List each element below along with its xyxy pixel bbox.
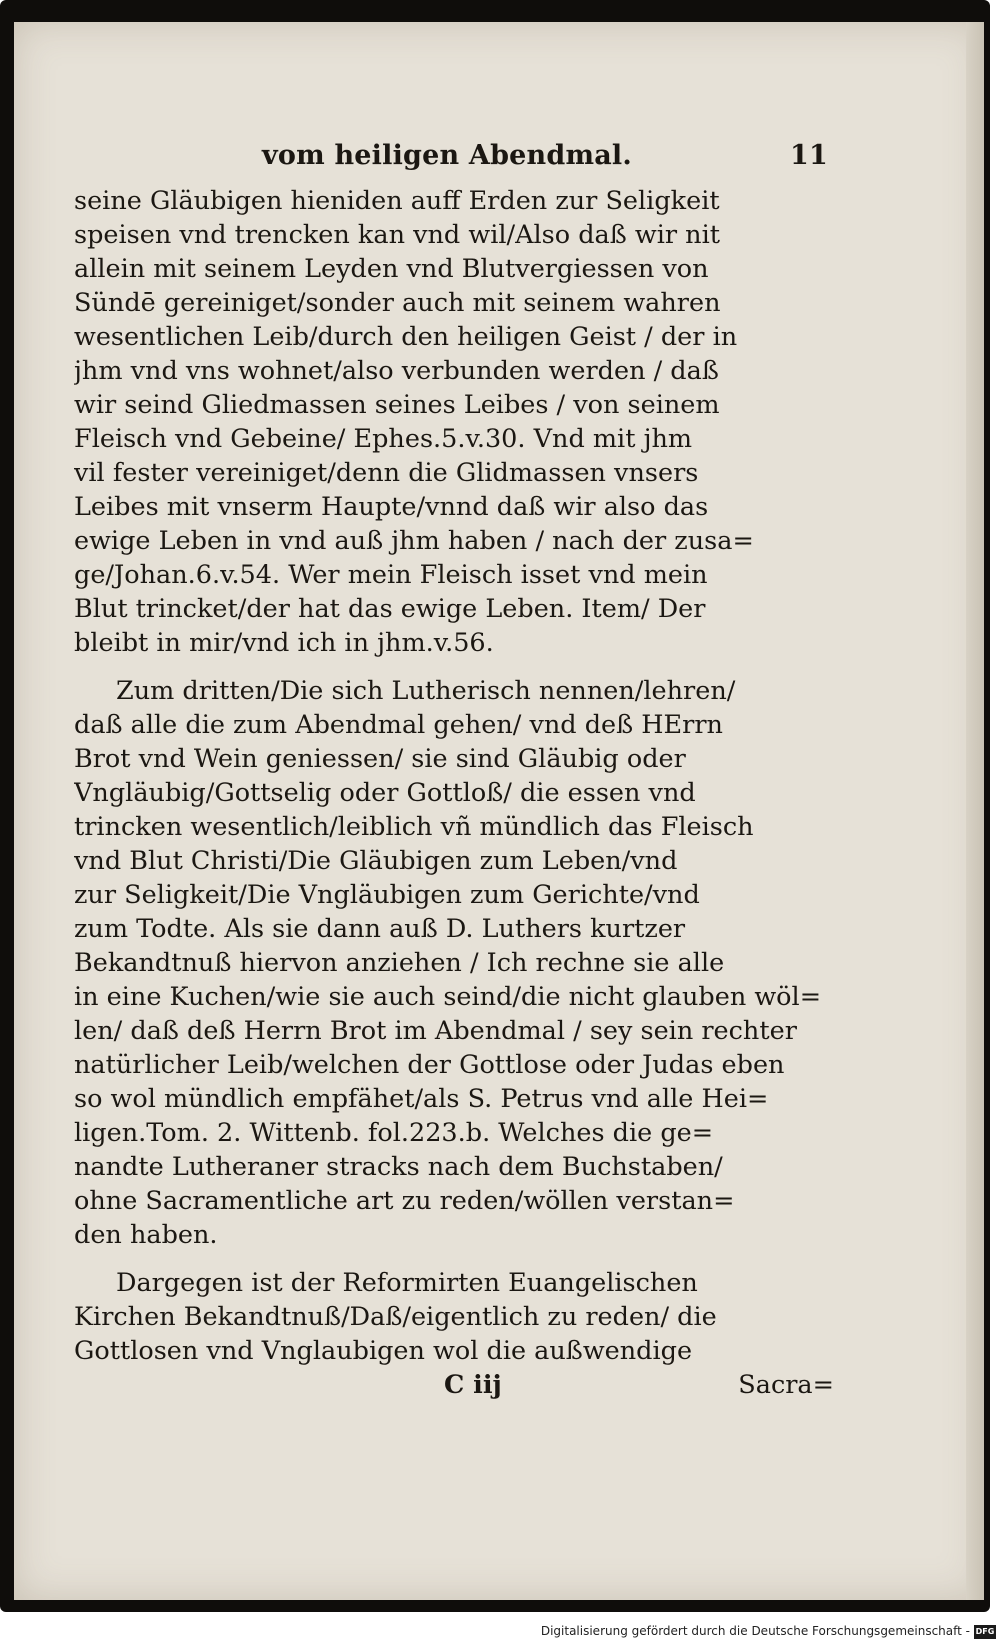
text-line: Vngläubig/Gottselig oder Gottloß/ die essen vnd	[74, 778, 696, 808]
text-line: jhm vnd vns wohnet/also verbunden werden / daß	[74, 356, 719, 386]
text-line: allein mit seinem Leyden vnd Blutvergiessen von	[74, 254, 709, 284]
text-line: ge/Johan.6.v.54. Wer mein Fleisch isset vnd mein	[74, 560, 708, 590]
text-line: Leibes mit vnserm Haupte/vnnd daß wir also das	[74, 492, 709, 522]
signature-mark: C iij	[444, 1370, 502, 1400]
text-line: vil fester vereiniget/denn die Glidmassen vnsers	[74, 458, 699, 488]
dfg-logo: DFG	[974, 1625, 996, 1639]
text-line: speisen vnd trencken kan vnd wil/Also daß wir nit	[74, 220, 720, 250]
paragraph-3	[74, 1266, 834, 1368]
text-line: Bekandtnuß hiervon anziehen / Ich rechne sie alle	[74, 948, 725, 978]
text-line: bleibt in mir/vnd ich in jhm.v.56.	[74, 628, 494, 658]
text-line: len/ daß deß Herrn Brot im Abendmal / sey sein rechter	[74, 1016, 797, 1046]
digitization-note: Digitalisierung gefördert durch die Deutsche Forschungsgemeinschaft -	[540, 1624, 970, 1638]
text-line: ohne Sacramentliche art zu reden/wöllen verstan=	[74, 1186, 735, 1216]
text-line: Gottlosen vnd Vnglaubigen wol die außwendige	[74, 1336, 693, 1366]
catchline	[74, 1368, 834, 1402]
text-line: vnd Blut Christi/Die Gläubigen zum Leben/vnd	[74, 846, 678, 876]
page-number: 11	[790, 140, 828, 171]
text-line: ewige Leben in vnd auß jhm haben / nach der zusa=	[74, 526, 754, 556]
text-line: zum Todte. Als sie dann auß D. Luthers kurtzer	[74, 914, 686, 944]
running-title: vom heiligen Abendmal.	[262, 140, 632, 171]
text-line: wesentlichen Leib/durch den heiligen Geist / der in	[74, 322, 738, 352]
text-line: Dargegen ist der Reformirten Euangelischen	[116, 1268, 698, 1298]
digitization-footer	[0, 1622, 1000, 1646]
text-line: Kirchen Bekandtnuß/Daß/eigentlich zu reden/ die	[74, 1302, 717, 1332]
text-line: so wol mündlich empfähet/als S. Petrus vnd alle Hei=	[74, 1084, 769, 1114]
book-page	[14, 22, 984, 1600]
text-line: ligen.Tom. 2. Wittenb. fol.223.b. Welches die ge=	[74, 1118, 714, 1148]
text-line: Brot vnd Wein geniessen/ sie sind Gläubig oder	[74, 744, 686, 774]
paragraph-2	[74, 674, 834, 1252]
text-line: daß alle die zum Abendmal gehen/ vnd deß HErrn	[74, 710, 723, 740]
text-line: natürlicher Leib/welchen der Gottlose oder Judas eben	[74, 1050, 785, 1080]
text-line: Blut trincket/der hat das ewige Leben. Item/ Der	[74, 594, 706, 624]
catchword: Sacra=	[738, 1370, 834, 1400]
text-line: Zum dritten/Die sich Lutherisch nennen/lehren/	[116, 676, 736, 706]
text-line: nandte Lutheraner stracks nach dem Buchstaben/	[74, 1152, 723, 1182]
text-line: den haben.	[74, 1220, 218, 1250]
text-line: wir seind Gliedmassen seines Leibes / von seinem	[74, 390, 720, 420]
text-line: trincken wesentlich/leiblich vñ mündlich das Fleisch	[74, 812, 754, 842]
text-line: Fleisch vnd Gebeine/ Ephes.5.v.30. Vnd mit jhm	[74, 424, 693, 454]
text-line: seine Gläubigen hieniden auff Erden zur Seligkeit	[74, 186, 720, 216]
text-line: zur Seligkeit/Die Vngläubigen zum Gerichte/vnd	[74, 880, 700, 910]
text-block	[74, 140, 834, 1402]
paragraph-1	[74, 184, 834, 660]
page-edge	[966, 22, 984, 1600]
text-line: in eine Kuchen/wie sie auch seind/die nicht glauben wöl=	[74, 982, 822, 1012]
text-line: Sündē gereiniget/sonder auch mit seinem wahren	[74, 288, 721, 318]
running-head	[74, 140, 834, 184]
